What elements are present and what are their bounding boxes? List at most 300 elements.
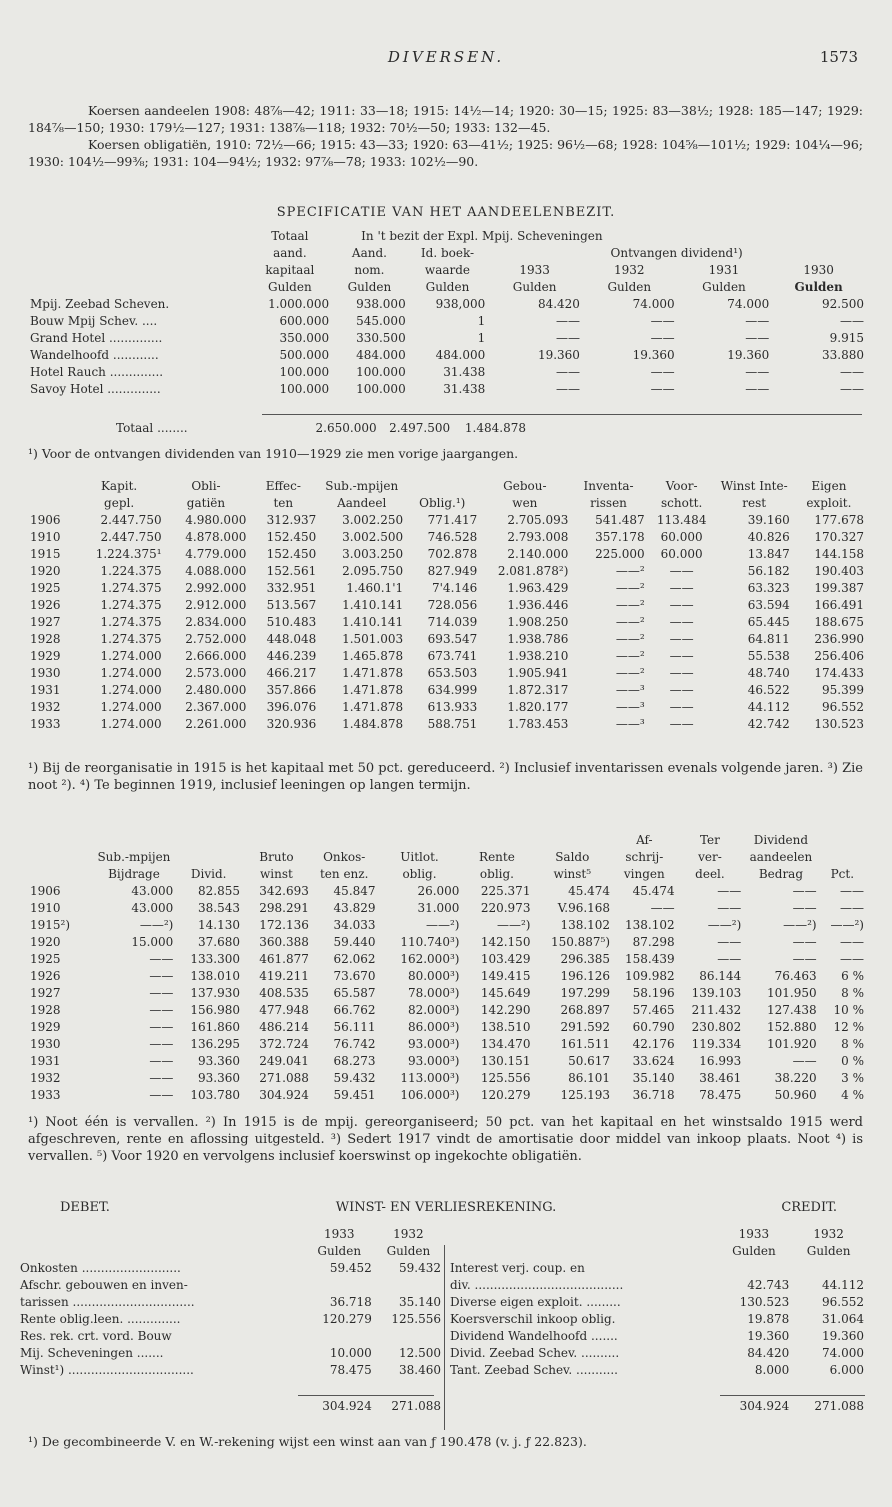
balance-cell: 357.178: [595, 530, 645, 544]
wv-debet-cell: Winst¹) .................................: [20, 1363, 194, 1377]
spec-head-kapitaal: kapitaal: [265, 263, 315, 277]
balance-table: [28, 478, 866, 733]
balance-cell: 1.938.210: [507, 649, 569, 663]
wv-debet-row: [18, 1311, 443, 1328]
wv-credit-row: [448, 1277, 866, 1294]
results-cell: 142.290: [480, 1003, 531, 1017]
balance-cell: 3.002.500: [342, 530, 404, 544]
results-cell: 76.463: [774, 969, 817, 983]
results-cell: 78.475: [699, 1088, 742, 1102]
spec-head-gulden: Gulden: [607, 280, 652, 294]
balance-cell: ——²: [615, 581, 645, 595]
balance-head-cell: Obli-: [191, 479, 221, 493]
koersen-aandeelen: Koersen aandeelen 1908: 48⅞—42; 1911: 33—18; 1915: 14½—14; 1920: 30—15; 1925: 83—38½; 1928: 185—147; 1929: 184⅞—150; 1930: 179½—127; 1931: 138⅞—118; 1932: 70½—50; 1933: 132—45.: [28, 103, 863, 135]
wv-right-total: [448, 1398, 866, 1415]
balance-cell: 1.501.003: [342, 632, 404, 646]
balance-cell: 236.990: [814, 632, 864, 646]
results-cell: 1932: [30, 1071, 61, 1085]
results-cell: ——: [840, 901, 864, 915]
wv-debet-cell: 36.718: [329, 1295, 372, 1309]
spec-row: [28, 381, 866, 398]
spec-head-waarde: waarde: [424, 263, 471, 277]
results-cell: ——: [149, 1020, 174, 1034]
spec-table: [28, 228, 866, 398]
balance-cell: 466.217: [266, 666, 317, 680]
wv-right-total-rule: [720, 1395, 865, 1396]
wv-credit-row: [448, 1328, 866, 1345]
wv-credit-cell: Tant. Zeebad Schev. ...........: [450, 1363, 618, 1377]
results-cell: 86.144: [699, 969, 742, 983]
spec-cell: 600.000: [279, 314, 330, 328]
balance-cell: 693.547: [427, 632, 478, 646]
balance-cell: ——³: [615, 717, 645, 731]
spec-cell: 33.880: [822, 348, 864, 362]
spec-cell: 100.000: [356, 382, 406, 396]
balance-cell: 1.465.878: [342, 649, 404, 663]
spec-cell: Mpij. Zeebad Scheven.: [30, 297, 170, 311]
balance-row: [28, 699, 866, 716]
balance-cell: 1926: [30, 598, 61, 612]
balance-cell: 39.160: [747, 513, 790, 527]
results-head-cell: vingen: [623, 867, 665, 881]
results-cell: 136.295: [190, 1037, 241, 1051]
results-head-cell: [311, 832, 378, 849]
spec-cell: ——: [745, 365, 770, 379]
results-cell: ——: [149, 969, 174, 983]
results-cell: 138.102: [624, 918, 675, 932]
spec-cell: 74.000: [727, 297, 770, 311]
wv-debet-cell: 38.460: [399, 1363, 441, 1377]
results-cell: 211.432: [691, 1003, 742, 1017]
results-head-cell: [242, 832, 311, 849]
balance-cell: 312.937: [266, 513, 317, 527]
balance-cell: ——: [669, 666, 694, 680]
balance-cell: 1.963.429: [507, 581, 569, 595]
results-cell: 38.461: [699, 1071, 742, 1085]
results-cell: 145.649: [480, 986, 531, 1000]
wv-credit-cell: 8.000: [754, 1363, 790, 1377]
results-cell: ——: [149, 986, 174, 1000]
results-cell: 6 %: [841, 969, 864, 983]
results-cell: 113.000³): [400, 1071, 460, 1085]
balance-row: [28, 512, 866, 529]
balance-cell: 1.274.000: [100, 666, 162, 680]
balance-cell: 2.367.000: [185, 700, 247, 714]
results-cell: 291.592: [560, 1020, 611, 1034]
spec-row: [28, 313, 866, 330]
balance-cell: 1.274.000: [100, 649, 162, 663]
balance-cell: 2.752.000: [185, 632, 247, 646]
results-cell: V.96.168: [557, 901, 611, 915]
results-cell: ——: [717, 935, 742, 949]
spec-head-gulden: Gulden: [794, 280, 843, 294]
results-cell: 82.855: [198, 884, 241, 898]
results-head-cell: [819, 832, 866, 849]
balance-cell: 188.675: [814, 615, 864, 629]
results-cell: 408.535: [259, 986, 309, 1000]
wv-divider: [444, 1245, 445, 1430]
wv-credit-cell: Interest verj. coup. en: [450, 1261, 585, 1275]
results-cell: ——²): [496, 918, 531, 932]
spec-cell: 19.360: [632, 348, 675, 362]
wv-credit-row: [448, 1260, 866, 1277]
spec-head-gulden: Gulden: [268, 280, 312, 294]
balance-cell: 1.908.250: [507, 615, 569, 629]
balance-cell: 2.261.000: [185, 717, 247, 731]
balance-cell: 2.834.000: [185, 615, 247, 629]
spec-cell: 350.000: [279, 331, 330, 345]
results-cell: ——: [717, 952, 742, 966]
spec-cell: ——: [650, 365, 675, 379]
results-cell: 1927: [30, 986, 61, 1000]
balance-cell: ——³: [615, 683, 645, 697]
wv-debet-cell: 59.432: [399, 1261, 441, 1275]
spec-total-rule: [262, 414, 862, 415]
balance-row: [28, 716, 866, 733]
balance-cell: ——²: [615, 615, 645, 629]
wv-gulden: Gulden: [317, 1244, 362, 1258]
results-head-cell: Bedrag: [758, 867, 804, 881]
balance-cell: 1.224.375: [100, 564, 162, 578]
balance-cell: 2.095.750: [342, 564, 404, 578]
results-cell: ——²): [707, 918, 742, 932]
balance-cell: 64.811: [747, 632, 790, 646]
results-cell: 101.950: [766, 986, 817, 1000]
spec-cell: ——: [745, 382, 770, 396]
balance-row: [28, 546, 866, 563]
wv-debet-cell: 59.452: [329, 1261, 372, 1275]
results-head-cell: Onkos-: [323, 850, 366, 864]
results-cell: 43.000: [131, 901, 174, 915]
spec-cell: ——: [650, 382, 675, 396]
balance-cell: 396.076: [266, 700, 317, 714]
results-cell: ——: [149, 1003, 174, 1017]
wv-credit-cell: 74.000: [822, 1346, 864, 1360]
balance-cell: 1.460.1'1: [346, 581, 404, 595]
balance-cell: 1932: [30, 700, 61, 714]
results-cell: 152.880: [766, 1020, 817, 1034]
balance-head-cell: schott.: [661, 496, 703, 510]
spec-cell: ——: [650, 314, 675, 328]
balance-cell: 1.471.878: [342, 700, 404, 714]
wv-credit-row: [448, 1345, 866, 1362]
results-cell: 66.762: [333, 1003, 376, 1017]
results-cell: 10 %: [833, 1003, 864, 1017]
wv-debet-cell: 78.475: [329, 1363, 372, 1377]
balance-head-cell: gepl.: [104, 496, 135, 510]
results-cell: 1920: [30, 935, 61, 949]
results-head-cell: Bruto: [259, 850, 294, 864]
balance-cell: ——²: [615, 649, 645, 663]
balance-cell: 63.323: [747, 581, 790, 595]
results-cell: 477.948: [259, 1003, 309, 1017]
balance-cell: 541.487: [595, 513, 645, 527]
wv-credit-cell: 42.743: [747, 1278, 790, 1292]
results-head-cell: [378, 832, 462, 849]
spec-head-gulden: Gulden: [347, 280, 392, 294]
results-row: [28, 951, 866, 968]
results-cell: 162.000³): [400, 952, 460, 966]
results-cell: 220.973: [480, 901, 531, 915]
spec-head-aand-nom: Aand.: [351, 246, 387, 260]
balance-cell: 199.387: [814, 581, 864, 595]
balance-cell: 130.523: [814, 717, 864, 731]
wv-credit-cell: div. .......................................: [450, 1278, 624, 1292]
balance-cell: 1930: [30, 666, 61, 680]
results-cell: 103.429: [480, 952, 531, 966]
balance-cell: 1.274.000: [100, 717, 162, 731]
results-cell: ——: [650, 901, 675, 915]
spec-cell: ——: [555, 331, 580, 345]
results-cell: 34.033: [333, 918, 376, 932]
results-cell: ——: [149, 952, 174, 966]
results-cell: 35.140: [632, 1071, 675, 1085]
spec-head-row: [28, 245, 866, 262]
spec-row: [28, 364, 866, 381]
results-cell: 133.300: [190, 952, 241, 966]
results-cell: ——: [717, 901, 742, 915]
wv-credit-cell: 19.360: [747, 1329, 790, 1343]
results-head-cell: [819, 849, 866, 866]
wv-credit-cell: Divid. Zeebad Schev. ..........: [450, 1346, 620, 1360]
results-head-cell: Sub.-mpijen: [97, 850, 171, 864]
balance-cell: 40.826: [747, 530, 790, 544]
wv-note: ¹) De gecombineerde V. en W.-rekening wijst een winst aan van ƒ 190.478 (v. j. ƒ 22.823).: [28, 1434, 587, 1449]
results-cell: 80.000³): [407, 969, 460, 983]
balance-cell: ——: [669, 717, 694, 731]
spec-title: SPECIFICATIE VAN HET AANDEELENBEZIT.: [276, 205, 616, 220]
results-cell: ——: [792, 1054, 817, 1068]
balance-cell: 746.528: [427, 530, 478, 544]
wv-credit-cell: Diverse eigen exploit. .........: [450, 1295, 621, 1309]
spec-head-ontvangen: Ontvangen dividend¹): [610, 246, 743, 260]
results-cell: 120.279: [480, 1088, 531, 1102]
wv-debet-cell: 125.556: [391, 1312, 441, 1326]
results-cell: 110.740³): [400, 935, 460, 949]
results-cell: 8 %: [841, 986, 864, 1000]
results-cell: 150.887⁵): [550, 935, 611, 949]
results-cell: 125.193: [560, 1088, 611, 1102]
spec-total-row: [28, 420, 528, 437]
balance-cell: 113.484: [656, 513, 707, 527]
spec-cell: 1.000.000: [268, 297, 330, 311]
spec-row: [28, 296, 866, 313]
results-cell: 138.102: [560, 918, 611, 932]
results-row: [28, 883, 866, 900]
spec-cell: 19.360: [537, 348, 580, 362]
results-cell: 68.273: [333, 1054, 376, 1068]
wv-left-total-1932: 271.088: [391, 1399, 441, 1413]
balance-cell: ——²: [615, 564, 645, 578]
wv-debet-cell: Onkosten ..........................: [20, 1261, 181, 1275]
spec-cell: ——: [745, 314, 770, 328]
results-cell: 37.680: [198, 935, 241, 949]
balance-head-cell: Gebou-: [503, 479, 547, 493]
wv-credit-cell: 19.878: [747, 1312, 790, 1326]
balance-cell: 190.403: [814, 564, 864, 578]
results-cell: ——²): [425, 918, 460, 932]
spec-note: ¹) Voor de ontvangen dividenden van 1910—1929 zie men vorige jaargangen.: [28, 446, 519, 461]
spec-head-1930: 1930: [803, 263, 834, 277]
wv-right-total-1932: 271.088: [814, 1399, 864, 1413]
balance-cell: 1.274.375: [100, 581, 162, 595]
spec-cell: 100.000: [279, 382, 330, 396]
results-head-cell: Af-: [636, 833, 653, 847]
balance-cell: 177.678: [814, 513, 864, 527]
balance-head-row: [28, 478, 866, 495]
koersen-obligatien: Koersen obligatiën, 1910: 72½—66; 1915: 43—33; 1920: 63—41½; 1925: 96½—68; 1928: 104⅝—101½; 1929: 104¼—96; 1930: 104½—99⅜; 1931: 104—94½; 1932: 97⅞—78; 1933: 102½—90.: [28, 137, 863, 169]
balance-head-cell: [405, 478, 479, 495]
balance-cell: ——²: [615, 632, 645, 646]
wv-debet-cell: [374, 1277, 443, 1294]
balance-cell: 634.999: [427, 683, 478, 697]
wv-debet-table: [18, 1226, 443, 1379]
wv-gulden: Gulden: [386, 1244, 431, 1258]
results-head-cell: Dividend: [753, 833, 809, 847]
balance-cell: 1.820.177: [507, 700, 569, 714]
results-head-row: [28, 832, 866, 849]
spec-cell: ——: [745, 331, 770, 345]
spec-cell: 74.000: [632, 297, 675, 311]
results-cell: 127.438: [766, 1003, 817, 1017]
results-head-cell: ten enz.: [319, 867, 369, 881]
wv-credit-cell: [791, 1260, 866, 1277]
balance-cell: 96.552: [822, 700, 864, 714]
spec-cell: ——: [840, 365, 864, 379]
results-row: [28, 934, 866, 951]
results-cell: ——: [792, 952, 817, 966]
balance-cell: 510.483: [266, 615, 317, 629]
results-head-cell: ver-: [698, 850, 722, 864]
balance-cell: 2.992.000: [185, 581, 247, 595]
results-cell: 372.724: [259, 1037, 309, 1051]
results-cell: 93.360: [198, 1054, 241, 1068]
results-head-cell: Uitlot.: [400, 850, 439, 864]
wv-credit-cell: 44.112: [822, 1278, 864, 1292]
balance-cell: 42.742: [747, 717, 790, 731]
spec-cell: 938,000: [435, 297, 486, 311]
page-number: 1573: [819, 48, 858, 66]
wv-gulden: Gulden: [806, 1244, 851, 1258]
results-cell: 156.980: [190, 1003, 241, 1017]
balance-cell: 46.522: [747, 683, 790, 697]
balance-head-cell: gatiën: [186, 496, 226, 510]
spec-cell: Hotel Rauch ..............: [30, 365, 164, 379]
spec-head-totaal: Totaal: [271, 229, 309, 243]
spec-head-gulden: Gulden: [425, 280, 470, 294]
results-cell: 59.440: [333, 935, 376, 949]
wv-debet-row: [18, 1277, 443, 1294]
results-cell: ——: [792, 884, 817, 898]
balance-cell: 48.740: [747, 666, 790, 680]
wv-credit-row: [448, 1362, 866, 1379]
wv-debet-cell: Mij. Scheveningen .......: [20, 1346, 164, 1360]
results-head-cell: winst⁵: [553, 867, 592, 881]
results-cell: 298.291: [259, 901, 309, 915]
results-row: [28, 1070, 866, 1087]
results-head-cell: winst: [260, 867, 293, 881]
balance-head-cell: [28, 478, 75, 495]
spec-row: [28, 347, 866, 364]
results-head-cell: deel.: [695, 867, 725, 881]
results-cell: 134.470: [480, 1037, 531, 1051]
balance-cell: ——²: [615, 666, 645, 680]
balance-cell: 1.274.000: [100, 700, 162, 714]
wv-credit-cell: 130.523: [739, 1295, 790, 1309]
spec-head-row: [28, 262, 866, 279]
balance-head-cell: rissen: [590, 496, 627, 510]
results-head-cell: Bijdrage: [108, 867, 160, 881]
results-cell: 486.214: [259, 1020, 309, 1034]
spec-head-aand: aand.: [273, 246, 307, 260]
results-cell: 8 %: [841, 1037, 864, 1051]
spec-cell: 1: [477, 331, 486, 345]
results-cell: 12 %: [833, 1020, 864, 1034]
spec-head-gulden: Gulden: [702, 280, 746, 294]
results-cell: 93.360: [198, 1071, 241, 1085]
results-cell: ——: [149, 1037, 174, 1051]
results-cell: 0 %: [841, 1054, 864, 1068]
balance-cell: 1.471.878: [342, 666, 404, 680]
balance-cell: 56.182: [747, 564, 790, 578]
balance-cell: ——: [669, 649, 694, 663]
spec-cell: 9.915: [829, 331, 864, 345]
balance-cell: 1933: [30, 717, 61, 731]
balance-cell: 144.158: [814, 547, 864, 561]
results-cell: 45.847: [333, 884, 376, 898]
balance-head-cell: Kapit.: [100, 479, 138, 493]
wv-debet-cell: tarissen ................................: [20, 1295, 195, 1309]
results-cell: 78.000³): [407, 986, 460, 1000]
balance-cell: 44.112: [747, 700, 790, 714]
balance-cell: 4.980.000: [185, 513, 247, 527]
results-cell: 109.982: [624, 969, 675, 983]
results-cell: 103.780: [190, 1088, 241, 1102]
balance-cell: 256.406: [814, 649, 864, 663]
results-cell: ——: [840, 935, 864, 949]
results-cell: 43.000: [131, 884, 174, 898]
spec-total-boek: 1.484.878: [464, 421, 526, 435]
balance-row: [28, 648, 866, 665]
results-row: [28, 900, 866, 917]
page-header-title: DIVERSEN.: [387, 48, 505, 66]
balance-cell: 673.741: [427, 649, 478, 663]
balance-cell: 613.933: [427, 700, 478, 714]
wv-gulden: Gulden: [732, 1244, 776, 1258]
spec-cell: Wandelhoofd ............: [30, 348, 159, 362]
results-cell: ——²): [830, 918, 864, 932]
results-cell: 196.126: [560, 969, 611, 983]
wv-credit-row: [448, 1311, 866, 1328]
balance-cell: 225.000: [595, 547, 645, 561]
results-cell: ——: [149, 1071, 174, 1085]
results-cell: 36.718: [632, 1088, 675, 1102]
results-cell: 38.543: [198, 901, 241, 915]
results-head-cell: Divid.: [190, 867, 227, 881]
balance-note: ¹) Bij de reorganisatie in 1915 is het kapitaal met 50 pct. gereduceerd. ²) Inclusief inventarissen evenals volgende jaren. ³) Zie noot ²). ⁴) Te beginnen 1919, inclusief leeningen op langen termijn.: [28, 761, 863, 793]
spec-cell: Bouw Mpij Schev. ....: [30, 314, 158, 328]
spec-cell: Grand Hotel ..............: [30, 331, 163, 345]
results-cell: 158.439: [624, 952, 675, 966]
results-cell: 93.000³): [407, 1054, 460, 1068]
results-cell: ——: [792, 901, 817, 915]
results-cell: 1929: [30, 1020, 61, 1034]
results-cell: 149.415: [480, 969, 531, 983]
results-cell: 1926: [30, 969, 61, 983]
balance-row: [28, 665, 866, 682]
results-cell: 86.000³): [407, 1020, 460, 1034]
balance-cell: 65.445: [747, 615, 790, 629]
